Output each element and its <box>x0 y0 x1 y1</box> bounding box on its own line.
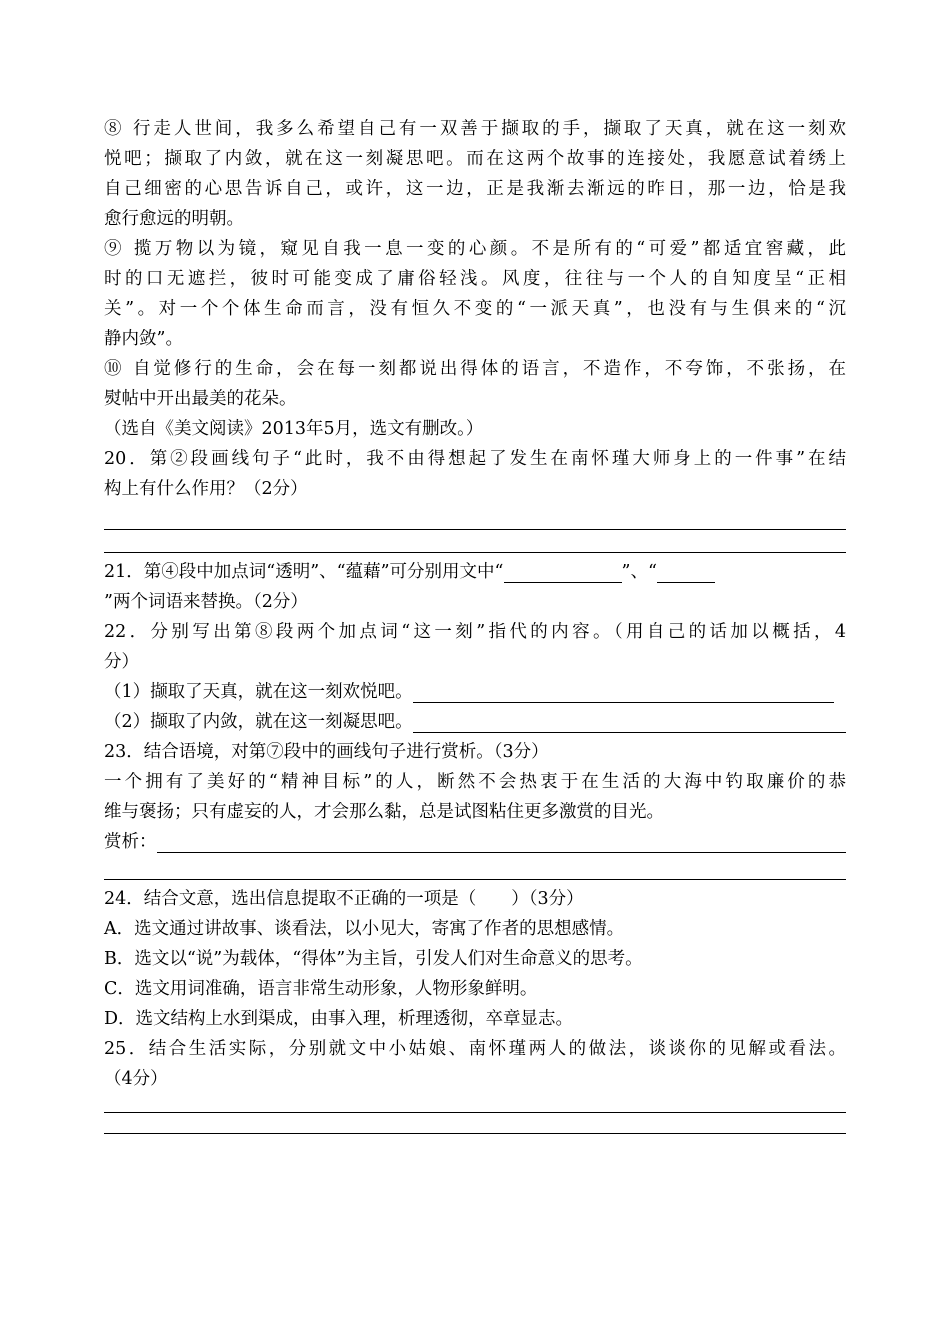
answer-line[interactable] <box>104 1133 846 1134</box>
answer-line[interactable] <box>104 879 846 880</box>
sub-question: （2）撷取了内敛，就在这一刻凝思吧。 <box>104 712 413 732</box>
question-text: ”两个词语来替换。（2分） <box>104 592 308 612</box>
option-d[interactable]: D．选文结构上水到渠成，由事入理，析理透彻，卒章显志。 <box>104 1009 574 1029</box>
text-line: ⑩ 自觉修行的生命，会在每一刻都说出得体的语言，不造作，不夸饰，不张扬，在 <box>104 359 846 379</box>
question-24 <box>104 884 846 1034</box>
answer-line[interactable] <box>413 680 834 703</box>
question-text: 21．第④段中加点词“透明”、“蕴藉”可分别用文中“ <box>104 562 504 582</box>
text-line: ⑨ 揽万物以为镜，窥见自我一息一变的心颜。不是所有的“可爱”都适宜窖藏，此 <box>104 239 846 259</box>
paragraph-8 <box>104 114 846 234</box>
question-23 <box>104 737 846 880</box>
sub-question: （1）撷取了天真，就在这一刻欢悦吧。 <box>104 682 413 702</box>
question-text: 分） <box>104 652 139 672</box>
text-line: 关”。对一个个体生命而言，没有恒久不变的“一派天真”，也没有与生俱来的“沉 <box>104 299 846 319</box>
question-text: 构上有什么作用？（2分） <box>104 479 308 499</box>
answer-label: 赏析： <box>104 832 157 852</box>
question-text: 20．第②段画线句子“此时，我不由得想起了发生在南怀瑾大师身上的一件事”在结 <box>104 449 846 469</box>
question-text: 23．结合语境，对第⑦段中的画线句子进行赏析。（3分） <box>104 742 549 762</box>
text-line: 悦吧；撷取了内敛，就在这一刻凝思吧。而在这两个故事的连接处，我愿意试着绣上 <box>104 149 846 169</box>
question-21 <box>104 557 846 617</box>
paragraph-9 <box>104 234 846 354</box>
quoted-sentence: 维与褒扬；只有虚妄的人，才会那么黏，总是试图粘住更多激赏的目光。 <box>104 802 664 822</box>
question-text: 24．结合文意，选出信息提取不正确的一项是（ ）（3分） <box>104 889 584 909</box>
exam-page <box>104 114 846 1134</box>
text-line: 时的口无遮拦，彼时可能变成了庸俗轻浅。风度，往往与一个人的自知度呈“正相 <box>104 269 846 289</box>
text-line: 自己细密的心思告诉自己，或许，这一边，正是我渐去渐远的昨日，那一边，恰是我 <box>104 179 846 199</box>
option-b[interactable]: B．选文以“说”为载体，“得体”为主旨，引发人们对生命意义的思考。 <box>104 949 643 969</box>
quoted-sentence: 一个拥有了美好的“精神目标”的人，断然不会热衷于在生活的大海中钓取廉价的恭 <box>104 772 846 792</box>
option-a[interactable]: A．选文通过讲故事、谈看法，以小见大，寄寓了作者的思想感情。 <box>104 919 625 939</box>
source-note: （选自《美文阅读》2013年5月，选文有删改。） <box>104 419 484 439</box>
text-line: ⑧ 行走人世间，我多么希望自己有一双善于撷取的手，撷取了天真，就在这一刻欢 <box>104 119 846 139</box>
question-22 <box>104 617 846 737</box>
question-text: ”、“ <box>621 562 657 582</box>
question-text: 22．分别写出第⑧段两个加点词“这一刻”指代的内容。（用自己的话加以概括，4 <box>104 622 846 642</box>
text-line: 熨帖中开出最美的花朵。 <box>104 389 297 409</box>
blank-field[interactable] <box>504 562 622 583</box>
answer-line[interactable] <box>157 830 847 853</box>
option-c[interactable]: C．选文用词准确，语言非常生动形象，人物形象鲜明。 <box>104 979 538 999</box>
answer-line[interactable] <box>413 710 846 733</box>
question-20 <box>104 444 846 553</box>
blank-field[interactable] <box>657 562 715 583</box>
text-line: 愈行愈远的明朝。 <box>104 209 244 229</box>
question-text: 25．结合生活实际，分别就文中小姑娘、南怀瑾两人的做法，谈谈你的见解或看法。 <box>104 1039 846 1059</box>
question-text: （4分） <box>104 1069 168 1089</box>
question-25 <box>104 1034 846 1134</box>
paragraph-10 <box>104 354 846 414</box>
answer-line[interactable] <box>104 552 846 553</box>
text-line: 静内敛”。 <box>104 329 183 349</box>
